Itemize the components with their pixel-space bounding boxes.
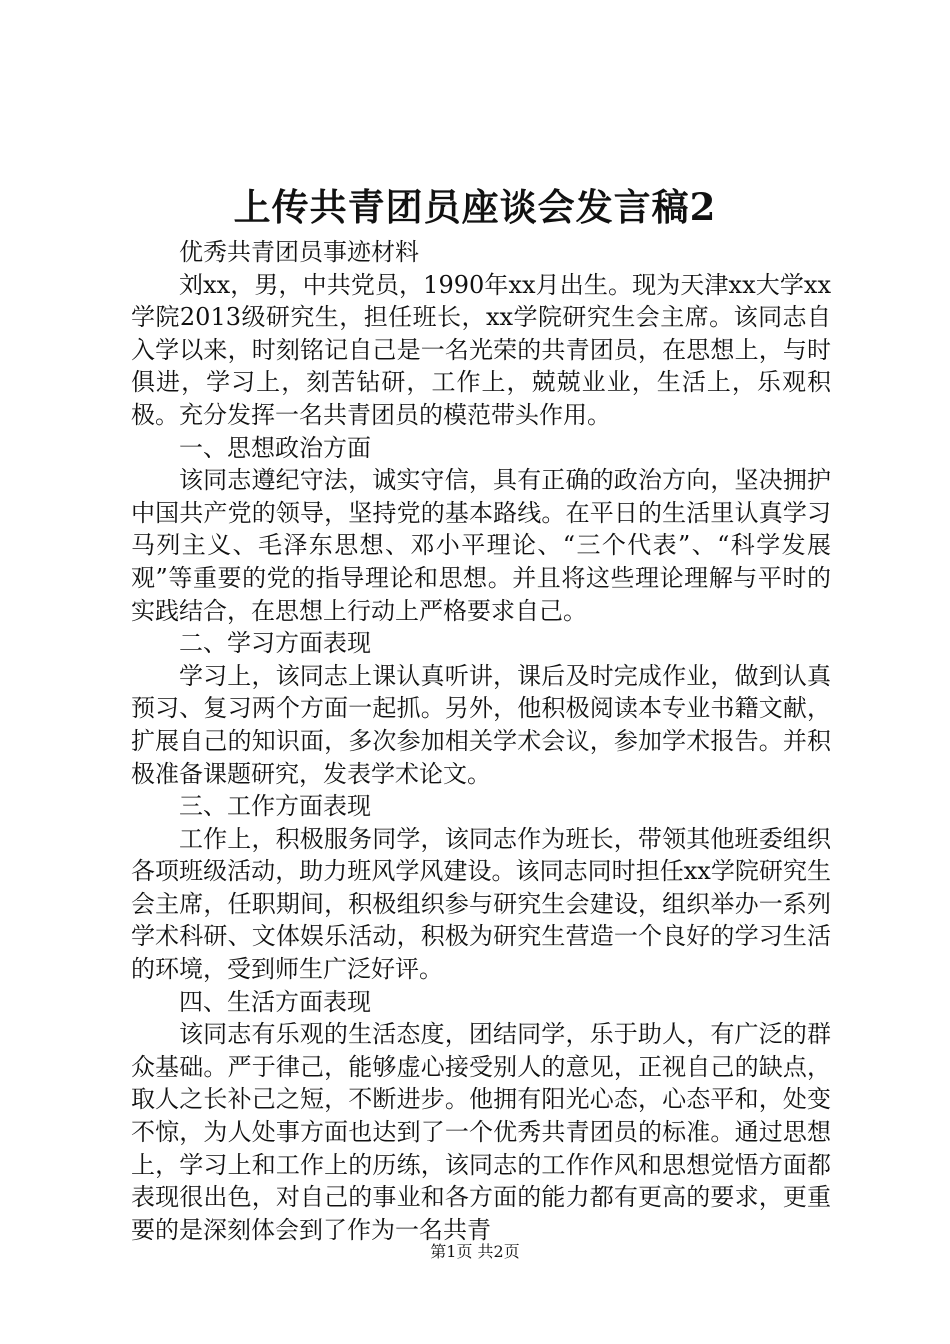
section-heading-life: 四、生活方面表现 [179, 987, 371, 1016]
paragraph-work: 工作上，积极服务同学，该同志作为班长，带领其他班委组织各项班级活动，助力班风学风建设。该同志同时担任xx学院研究生会主席，任职期间，积极组织参与研究生会建设，组织举办一系列学术科研、文体娱乐活动，积极为研究生营造一个良好的学习生活的环境，受到师生广泛好评。 [131, 824, 831, 984]
paragraph-study: 学习上，该同志上课认真听讲，课后及时完成作业，做到认真预习、复习两个方面一起抓。另外，他积极阅读本专业书籍文献，扩展自己的知识面，多次参加相关学术会议，参加学术报告。并积极准备课题研究，发表学术论文。 [131, 661, 831, 788]
paragraph-political: 该同志遵纪守法，诚实守信，具有正确的政治方向，坚决拥护中国共产党的领导，坚持党的基本路线。在平日的生活里认真学习马列主义、毛泽东思想、邓小平理论、“三个代表”、“科学发展观”等重要的党的指导理论和思想。并且将这些理论理解与平时的实践结合，在思想上行动上严格要求自己。 [131, 466, 831, 625]
section-heading-work: 三、工作方面表现 [179, 792, 371, 821]
section-heading-political: 一、思想政治方面 [179, 433, 371, 462]
document-title: 上传共青团员座谈会发言稿2 [233, 185, 717, 229]
page-footer: 第1页 共2页 [430, 1242, 520, 1261]
document-body [131, 236, 831, 1246]
paragraph-life: 该同志有乐观的生活态度，团结同学，乐于助人，有广泛的群众基础。严于律己，能够虚心接受别人的意见，正视自己的缺点，取人之长补己之短，不断进步。他拥有阳光心态，心态平和，处变不惊，为人处事方面也达到了一个优秀共青团员的标准。通过思想上，学习上和工作上的历练，该同志的工作作风和思想觉悟方面都表现很出色，对自己的事业和各方面的能力都有更高的要求，更重要的是深刻体会到了作为一名共青 [131, 1020, 831, 1244]
section-heading-study: 二、学习方面表现 [179, 629, 371, 658]
paragraph-intro: 刘xx，男，中共党员，1990年xx月出生。现为天津xx大学xx学院2013级研究生，担任班长，xx学院研究生会主席。该同志自入学以来，时刻铭记自己是一名光荣的共青团员，在思想上，与时俱进，学习上，刻苦钻研，工作上，兢兢业业，生活上，乐观积极。充分发挥一名共青团员的模范带头作用。 [131, 270, 831, 429]
paragraph-subtitle: 优秀共青团员事迹材料 [179, 238, 419, 266]
